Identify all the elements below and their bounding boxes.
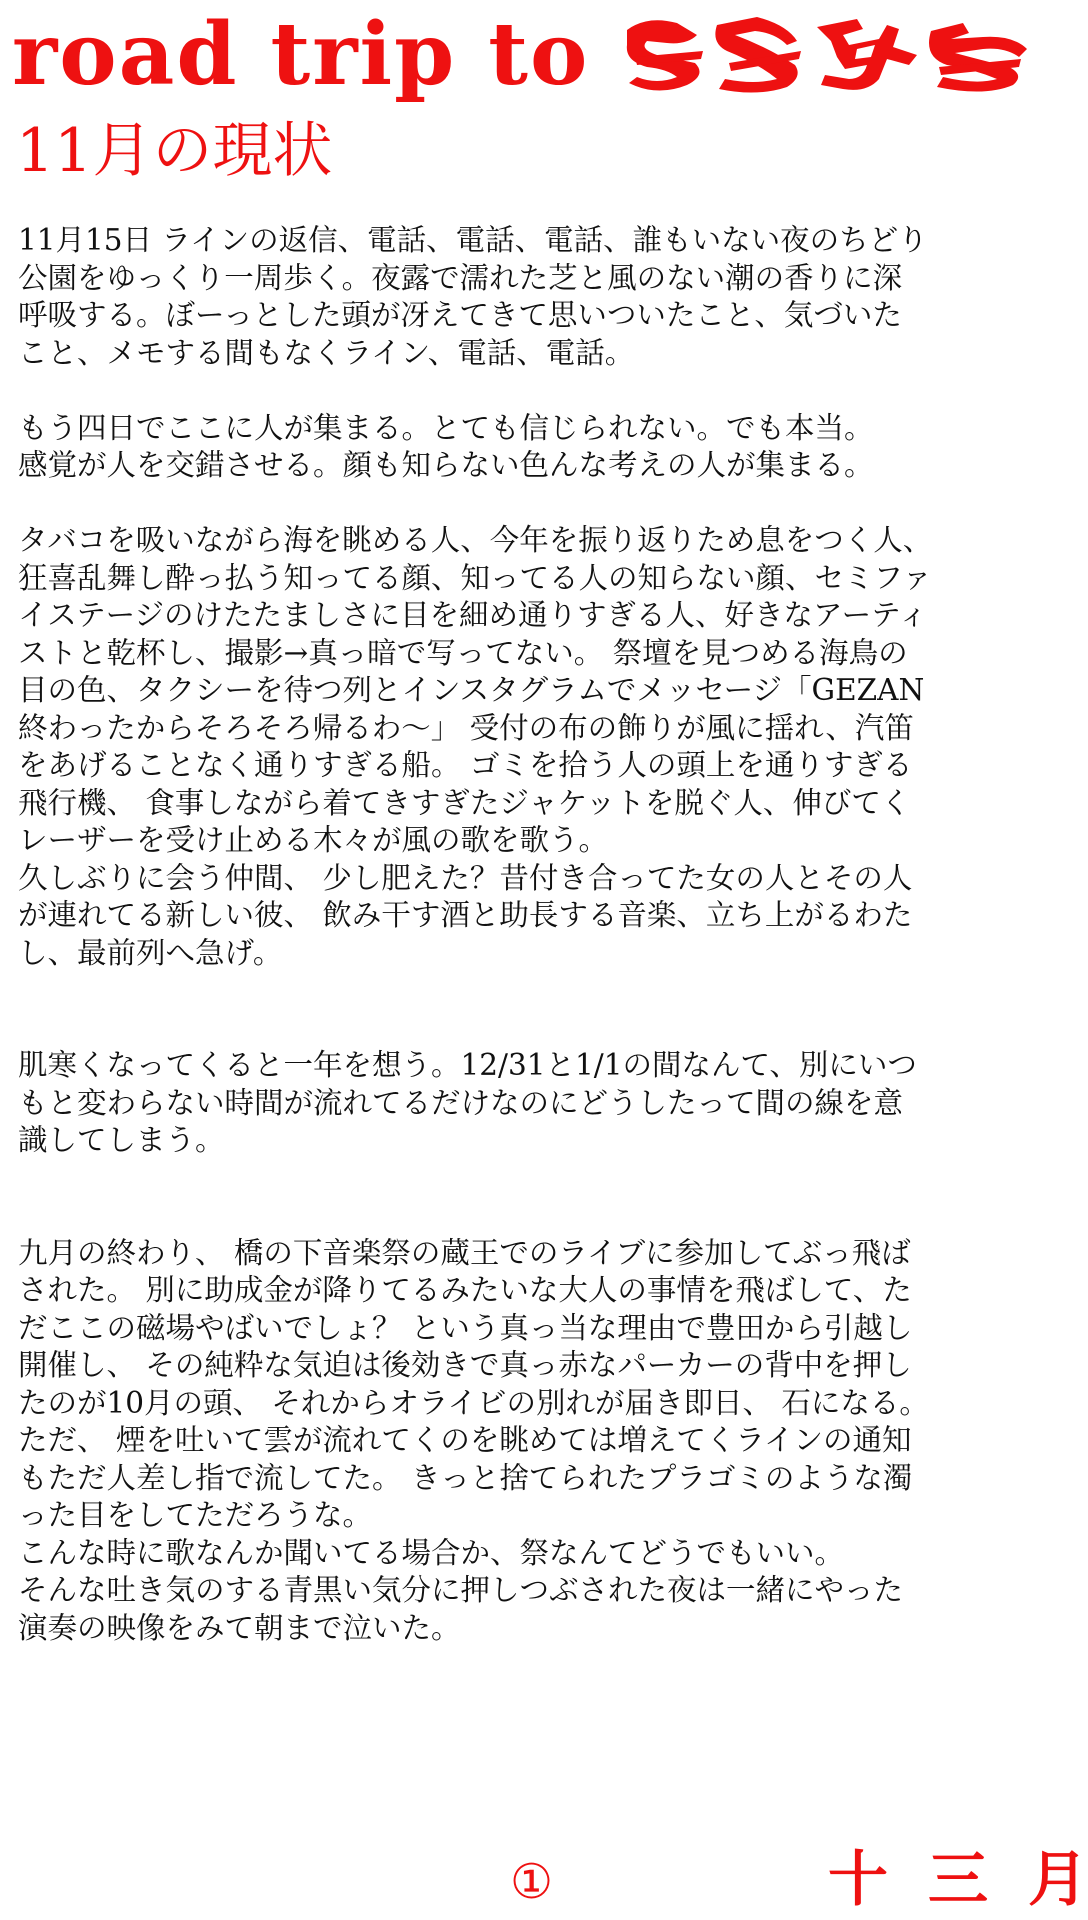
paragraph: もう四日でここに人が集まる。とても信じられない。でも本当。 感覚が人を交錯させる。顔も知らない色んな考えの人が集まる。 xyxy=(18,410,874,482)
footer-date xyxy=(828,1845,1088,1915)
paragraph: タバコを吸いながら海を眺める人、今年を振り返りため息をつく人、 狂喜乱舞し酔っ払う知ってる顔、知ってる人の知らない顔、セミファ イステージのけたたましさに目を細め通りすぎる人、好きなアーティ ストと乾杯し、撮影→真っ暗で写ってない。 祭壇を見つめる海鳥の 目の色、タクシーを待つ列とインスタグラムでメッセージ「GEZAN 終わったからそろそろ帰るわ〜」 受付の布の飾りが風に揺れ、汽笛 をあげることなく通りすぎる船。 ゴミを拾う人の頭上を通りすぎる 飛行機、 食事しながら着てきすぎたジャケットを脱ぐ人、伸びてく レーザーを受け止める木々が風の歌を歌う。 久しぶりに会う仲間、 少し肥えた？昔付き合ってた女の人とその人 が連れてる新しい彼、 飲み干す酒と助長する音楽、立ち上がるわた し、最前列へ急げ。 xyxy=(18,523,933,970)
page-title: road trip to xyxy=(12,4,590,105)
page-number: ① xyxy=(510,1854,554,1910)
date-glyph: 三 xyxy=(928,1845,988,1915)
paragraph: 肌寒くなってくると一年を想う。12/31と1/1の間なんて、別にいつ もと変わらない時間が流れてるだけなのにどうしたって間の線を意 識してしまう。 xyxy=(18,1048,917,1157)
blackletter-title-art xyxy=(617,5,1037,105)
date-glyph: 月 xyxy=(1028,1845,1088,1915)
date-glyph: 十 xyxy=(828,1845,888,1915)
title-row xyxy=(12,0,1072,110)
paragraph: 11月15日 ラインの返信、電話、電話、電話、誰もいない夜のちどり 公園をゆっくり一周歩く。夜露で濡れた芝と風のない潮の香りに深 呼吸する。ぼーっとした頭が冴えてきて思いついたこと、気づいた こと、メモする間もなくライン、電話、電話。 xyxy=(18,223,928,370)
section-heading: 11月の現状 xyxy=(16,116,333,186)
article-body xyxy=(18,222,1048,1647)
paragraph: 九月の終わり、 橋の下音楽祭の蔵王でのライブに参加してぶっ飛ば された。 別に助成金が降りてるみたいな大人の事情を飛ばして、た だここの磁場やばいでしょ？ という真っ当な理由で豊田から引越し 開催し、 その純粋な気迫は後効きで真っ赤なパーカーの背中を押し たのが10月の頭、 それからオライビの別れが届き即日、 石になる。 ただ、 煙を吐いて雲が流れてくのを眺めては増えてくラインの通知 もただ人差し指で流してた。 きっと捨てられたプラゴミのような濁 った目をしてただろうな。 こんな時に歌なんか聞いてる場合か、祭なんてどうでもいい。 そんな吐き気のする青黒い気分に押しつぶされた夜は一緒にやった 演奏の映像をみて朝まで泣いた。 xyxy=(18,1235,929,1645)
